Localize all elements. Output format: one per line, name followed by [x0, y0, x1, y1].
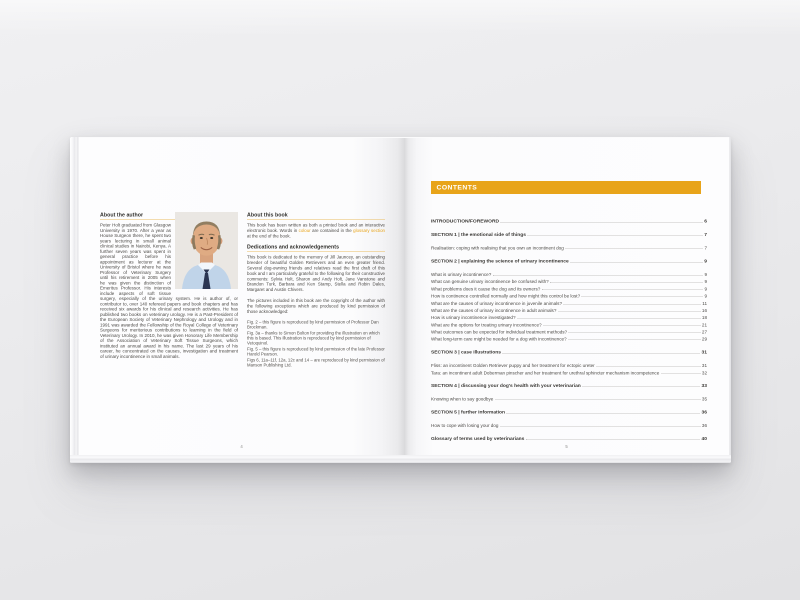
toc-entry — [431, 217, 707, 224]
toc-entry-page-number: 29 — [701, 336, 707, 342]
toc-entry-page-number: 9 — [704, 286, 707, 292]
toc-dot-leader — [550, 282, 703, 283]
toc-entry-label: What can genuine urinary incontinence be confused with? — [431, 279, 549, 285]
backdrop-highlight — [0, 0, 800, 36]
toc-entry-label: What outcomes can be expected for individual treatment methods? — [431, 329, 568, 335]
toc-entry-label: Tara: an incontinent adult Doberman pinscher and her treatment for urethral sphincter mechanism incompetence — [431, 370, 660, 376]
book-page-stack-right — [729, 137, 731, 455]
toc-entry-label: How to cope with losing your dog — [431, 423, 499, 429]
toc-entry — [431, 243, 707, 250]
toc-entry — [431, 381, 707, 388]
right-page — [404, 138, 729, 455]
toc-entry — [431, 335, 707, 342]
toc-entry-page-number: 33 — [701, 383, 707, 389]
toc-dot-leader — [661, 373, 701, 374]
author-photo — [175, 212, 238, 289]
about-author-heading: About the author — [100, 212, 238, 220]
toc-dot-leader — [569, 333, 701, 334]
toc-entry-page-number: 9 — [704, 271, 707, 277]
contents-title: CONTENTS — [436, 183, 478, 191]
left-page — [79, 138, 404, 455]
toc-entry — [431, 434, 707, 441]
toc-dot-leader — [517, 318, 700, 319]
about-book-heading: About this book — [247, 212, 385, 220]
toc-entry — [431, 421, 707, 428]
toc-entry-label: What are the options for treating urinary incontinence? — [431, 322, 542, 328]
toc-entry — [431, 299, 707, 306]
figure-credit: Fig. 5 – this figure is reproduced by kind permission of the late Professor Harold Pearson. — [247, 346, 385, 357]
toc-dot-leader — [568, 340, 700, 341]
toc-entry — [431, 320, 707, 327]
toc-entry-page-number: 9 — [704, 293, 707, 299]
toc-entry-label: Glossary of terms used by veterinarians — [431, 435, 525, 442]
about-book-text-pre: This book has been written as both a printed book and an interactive electronic book. Words in — [247, 222, 385, 233]
toc-entry-page-number: 31 — [701, 363, 707, 369]
toc-dot-leader — [565, 249, 703, 250]
toc-entry-page-number: 21 — [701, 322, 707, 328]
toc-dot-leader — [582, 297, 703, 298]
toc-dot-leader — [500, 426, 700, 427]
toc-entry — [431, 408, 707, 415]
toc-entry-page-number: 16 — [701, 307, 707, 313]
toc-entry-page-number: 31 — [701, 349, 707, 355]
toc-entry-page-number: 36 — [701, 423, 707, 429]
toc-entry-page-number: 9 — [704, 258, 707, 264]
about-book-text — [247, 223, 385, 239]
toc-entry-label: Fliss: an incontinent Golden Retriever puppy and her treatment for ectopic ureter — [431, 363, 595, 369]
toc-entry — [431, 257, 707, 264]
about-author-text: Peter Holt graduated from Glasgow University in 1970. After a year as House Surgeon there, he spent two years lecturing in small animal clinical studies in Nairobi, Kenya. A further seven years was spent in general practice before his appointment as lecturer at the University of Bristol where he was Professor of Veterinary Surgery until his retirement in 2005 when he was given the distinction of Emeritus Professor. His interests include aspects of soft tissue surgery, especially of the urinary system. He is author of, or contributor to, over 140 refereed papers and book chapters and has received six awards for his clinical and research activities. He has published two books on veterinary urology. He is a Past-President of the European Society of Veterinary Nephrology and Urology and in 1991 was awarded the Fellowship of the Royal College of Veterinary Surgeons for meritorious contributions to learning in the field of Veterinary Urology. In 2010, he was given Honorary Life Membership of the Association of Veterinary Soft Tissue Surgeons, which instituted an annual award in his name. The last 29 years of his career, he concentrated on the causes, investigation and treatment of urinary incontinence in small animals. — [100, 222, 238, 359]
toc-entry — [431, 291, 707, 298]
toc-entry-page-number: 7 — [704, 245, 707, 251]
toc-entry-label: SECTION 5 | further information — [431, 409, 506, 415]
colour-keyword: colour — [298, 227, 311, 233]
toc-entry-label: What problems does it cause the dog and its owners? — [431, 286, 541, 292]
author-portrait-illustration — [175, 212, 238, 289]
toc-entry-label: How is continence controlled normally and how might this control be lost? — [431, 293, 581, 299]
about-author-section — [100, 212, 238, 365]
toc-entry — [431, 327, 707, 334]
toc-dot-leader — [543, 325, 700, 326]
toc-entry-page-number: 18 — [701, 315, 707, 321]
toc-entry-page-number: 6 — [704, 218, 707, 225]
toc-entry — [431, 361, 707, 368]
toc-entry — [431, 348, 707, 355]
toc-dot-leader — [542, 289, 703, 290]
toc-entry-label: What is urinary incontinence? — [431, 271, 492, 277]
toc-dot-leader — [526, 439, 700, 440]
toc-entry-page-number: 32 — [701, 370, 707, 376]
toc-entry — [431, 284, 707, 291]
toc-entry-label: What long-term care might be needed for a dog with incontinence? — [431, 336, 567, 342]
right-page-number: 5 — [565, 444, 568, 449]
toc-entry-page-number: 9 — [704, 279, 707, 285]
toc-entry-label: INTRODUCTION/FOREWORD — [431, 218, 500, 225]
figure-credit: Figs 6, 11a–11f, 12a, 12c and 14 – are reproduced by kind permission of Manson Publishing Ltd. — [247, 357, 385, 368]
toc-entry-label: What are the causes of urinary incontinence in juvenile animals? — [431, 300, 562, 306]
book-page-stack-bottom — [70, 455, 731, 463]
toc-entry-page-number: 35 — [701, 396, 707, 402]
book-page-stack-left — [70, 137, 79, 463]
toc-entry-label: SECTION 1 | the emotional side of things — [431, 231, 526, 238]
toc-entry — [431, 277, 707, 284]
book-spread — [79, 138, 729, 455]
toc-entry — [431, 306, 707, 313]
toc-entry — [431, 395, 707, 402]
toc-entry — [431, 270, 707, 277]
glossary-section-keyword: glossary section — [353, 227, 385, 233]
toc-entry-label: SECTION 3 | case illustrations — [431, 349, 501, 355]
toc-dot-leader — [495, 400, 701, 401]
open-book — [70, 137, 731, 463]
picture-credits-text: The pictures included in this book are the copyright of the author with the following exceptions which are produced by kind permission of those acknowledged: — [247, 297, 385, 314]
toc-dot-leader — [596, 366, 700, 367]
toc-entry-page-number: 7 — [704, 231, 707, 238]
toc-dot-leader — [501, 222, 703, 223]
toc-dot-leader — [582, 387, 700, 388]
toc-dot-leader — [507, 413, 701, 414]
contents-header-bar — [431, 181, 701, 194]
about-book-section — [247, 212, 385, 369]
about-book-text-mid: are contained in the — [310, 227, 354, 233]
toc-dot-leader — [493, 275, 703, 276]
dedications-heading: Dedications and acknowledgements — [247, 244, 385, 252]
about-book-text-post: at the end of the book. — [247, 233, 291, 239]
toc-entry-page-number: 27 — [701, 329, 707, 335]
toc-entry-label: How is urinary incontinence investigated? — [431, 315, 516, 321]
toc-entry-label: SECTION 4 | discussing your dog's health with your veterinarian — [431, 383, 581, 389]
toc-entry-label: Realisation: coping with realising that you own an incontinent dog — [431, 245, 564, 251]
toc-dot-leader — [564, 304, 701, 305]
toc-entry — [431, 313, 707, 320]
left-page-number: 4 — [240, 444, 243, 449]
toc-list — [431, 217, 707, 441]
toc-dot-leader — [502, 353, 700, 354]
toc-entry — [431, 368, 707, 375]
toc-dot-leader — [558, 311, 701, 312]
toc-entry-page-number: 11 — [702, 300, 707, 306]
figure-credit-list — [247, 320, 385, 368]
toc-entry-page-number: 40 — [701, 435, 707, 442]
toc-entry-page-number: 36 — [701, 409, 707, 415]
toc-dot-leader — [570, 262, 703, 263]
toc-entry-label: Knowing when to say goodbye — [431, 396, 494, 402]
toc-entry-label: SECTION 2 | explaining the science of urinary incontinence — [431, 258, 569, 264]
figure-credit: Fig. 3a – thanks to Simon Bolton for providing the illustration on which this is based. This illustration is reproduced by kind permission of Vetoquinol. — [247, 330, 380, 346]
toc-entry — [431, 230, 707, 237]
dedications-text: This book is dedicated to the memory of Jill Jauncey, an outstanding breeder of beautiful Golden Retrievers and an even greater friend. Several dog-owning friends and relatives read the first draft of this book and I am particularly grateful to the following for their constructive comments: Sylvia Holt, Sharon and Andy Holt, Jane Vanstone and Brandon Turk, Barbara and Ken Stamp, Stella and Robin Dales, Margaret and Austin Chivers. — [247, 254, 385, 293]
toc-dot-leader — [528, 235, 703, 236]
figure-credit: Fig. 2 – this figure is reproduced by kind permission of Professor Dan Brockman. — [247, 319, 379, 330]
toc-entry-label: What are the causes of urinary incontinence in adult animals? — [431, 307, 557, 313]
